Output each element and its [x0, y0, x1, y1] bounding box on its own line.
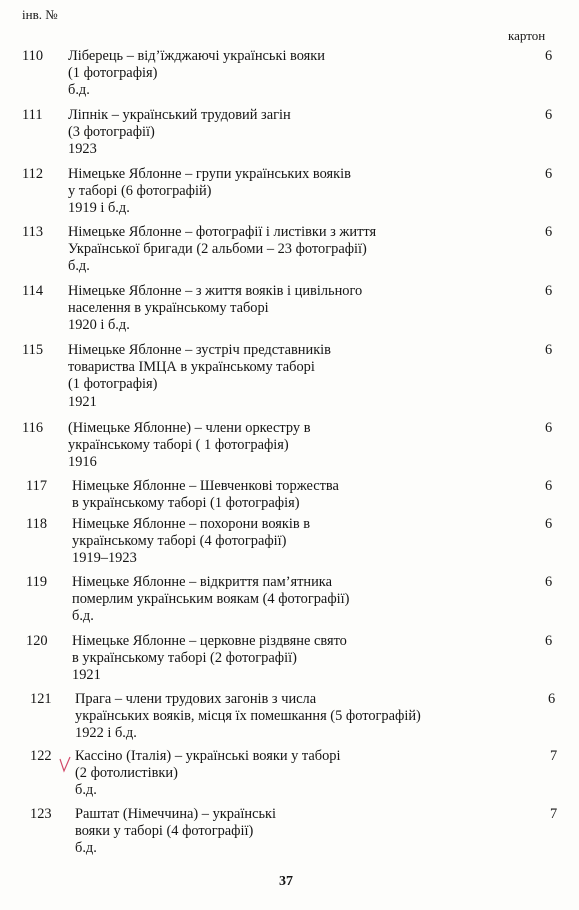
karton-number: 6	[548, 691, 556, 707]
entry-line: Німецьке Яблонне – зустріч представників	[68, 342, 331, 358]
entry-line: Німецьке Яблонне – церковне різдвяне свято	[72, 633, 347, 649]
entry-description	[72, 574, 512, 626]
entry-line: 1921	[72, 667, 101, 684]
entry-line: українських вояків, місця їх помешкання (5 фотографій)	[75, 708, 421, 725]
entry-description	[75, 806, 515, 858]
inventory-number: 110	[22, 48, 44, 64]
entry-line: вояки у таборі (4 фотографії)	[75, 823, 254, 840]
inventory-number: 111	[22, 107, 43, 123]
entry-description	[72, 478, 512, 512]
entry-description	[68, 420, 508, 472]
entry-description	[68, 342, 508, 411]
inventory-number: 113	[22, 224, 44, 240]
karton-number: 6	[545, 478, 553, 494]
inventory-number: 123	[30, 806, 52, 822]
entry-line: Німецьке Яблонне – з життя вояків і цивільного	[68, 283, 363, 299]
page-number: 37	[279, 874, 293, 889]
inventory-number-header: інв. №	[22, 7, 58, 22]
entry-line: населення в українському таборі	[68, 300, 269, 317]
entry-line: 1920 і б.д.	[68, 317, 130, 334]
entry-line: українському таборі ( 1 фотографія)	[68, 437, 289, 454]
entry-line: 1919 і б.д.	[68, 200, 130, 217]
karton-number: 6	[545, 283, 553, 299]
entry-line: Німецьке Яблонне – групи українських вояків	[68, 166, 351, 182]
inventory-number: 118	[26, 516, 48, 532]
inventory-number: 114	[22, 283, 44, 299]
karton-number: 6	[545, 633, 553, 649]
entry-line: Німецьке Яблонне – відкриття пам’ятника	[72, 574, 332, 590]
entry-line: Німецьке Яблонне – Шевченкові торжества	[72, 478, 339, 494]
entry-line: Німецьке Яблонне – похорони вояків в	[72, 516, 311, 532]
entry-description	[75, 748, 515, 800]
inventory-number: 115	[22, 342, 44, 358]
entry-line: б.д.	[68, 258, 90, 275]
entry-line: Ліпнік – український трудовий загін	[68, 107, 291, 123]
entry-line: б.д.	[75, 840, 97, 857]
entry-description	[68, 224, 508, 276]
handwritten-check-mark	[58, 756, 72, 774]
entry-line: українському таборі (4 фотографії)	[72, 533, 287, 550]
karton-number: 7	[550, 806, 558, 822]
inventory-number: 120	[26, 633, 48, 649]
karton-number: 6	[545, 342, 553, 358]
karton-number: 6	[545, 166, 553, 182]
inventory-number: 121	[30, 691, 52, 707]
karton-number: 6	[545, 224, 553, 240]
entry-line: 1916	[68, 454, 97, 471]
inventory-number: 122	[30, 748, 52, 764]
entry-line: в українському таборі (1 фотографія)	[72, 495, 300, 512]
inventory-number: 117	[26, 478, 48, 494]
entry-line: (2 фотолистівки)	[75, 765, 178, 782]
entry-line: (3 фотографії)	[68, 124, 155, 141]
karton-header: картон	[508, 28, 546, 43]
entry-description	[68, 283, 508, 335]
entry-line: Прага – члени трудових загонів з числа	[75, 691, 317, 707]
entry-line: померлим українським воякам (4 фотографії)	[72, 591, 350, 608]
karton-number: 6	[545, 516, 553, 532]
entry-description	[68, 48, 508, 100]
entry-description	[68, 107, 508, 159]
entry-line: Української бригади (2 альбоми – 23 фотографії)	[68, 241, 367, 258]
karton-number: 6	[545, 107, 553, 123]
entry-line: в українському таборі (2 фотографії)	[72, 650, 297, 667]
entry-line: (Німецьке Яблонне) – члени оркестру в	[68, 420, 311, 436]
entry-line: 1923	[68, 141, 97, 158]
entry-description	[75, 691, 515, 743]
entry-line: б.д.	[75, 782, 97, 799]
inventory-number: 116	[22, 420, 44, 436]
entry-line: (1 фотографія)	[68, 65, 158, 82]
entry-line: Ліберець – від’їжджаючі українські вояки	[68, 48, 325, 64]
karton-number: 6	[545, 48, 553, 64]
entry-line: 1922 і б.д.	[75, 725, 137, 742]
entry-line: б.д.	[72, 608, 94, 625]
entry-description	[72, 516, 512, 568]
karton-number: 6	[545, 420, 553, 436]
entry-line: 1919–1923	[72, 550, 137, 567]
entry-description	[68, 166, 508, 218]
inventory-number: 112	[22, 166, 44, 182]
entry-line: Раштат (Німеччина) – українські	[75, 806, 277, 822]
entry-line: б.д.	[68, 82, 90, 99]
karton-number: 7	[550, 748, 558, 764]
entry-line: 1921	[68, 393, 97, 410]
entry-line: Кассіно (Італія) – українські вояки у таборі	[75, 748, 341, 764]
entry-line: у таборі (6 фотографій)	[68, 183, 212, 200]
entry-line: (1 фотографія)	[68, 376, 158, 393]
inventory-number: 119	[26, 574, 48, 590]
entry-line: Німецьке Яблонне – фотографії і листівки з життя	[68, 224, 377, 240]
entry-line: товариства ІМЦА в українському таборі	[68, 359, 315, 376]
karton-number: 6	[545, 574, 553, 590]
entry-description	[72, 633, 512, 685]
